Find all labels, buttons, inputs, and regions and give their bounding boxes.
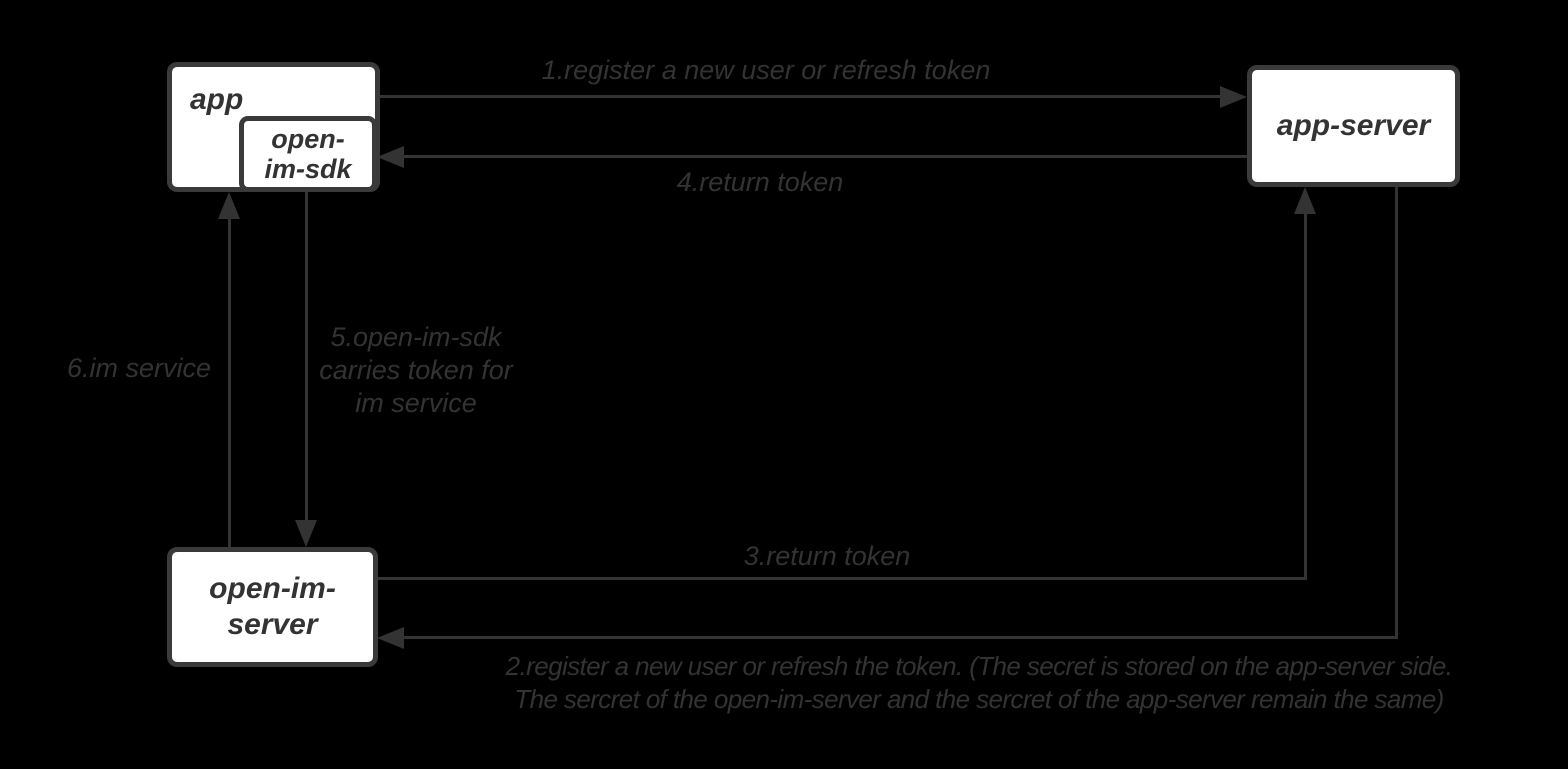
edge5-label-line1: 5.open-im-sdk — [330, 322, 502, 352]
node-open-im-sdk-label-line2: im-sdk — [264, 154, 352, 184]
node-app-label: app — [190, 83, 244, 116]
edge1-line — [380, 95, 1221, 98]
edge2-label-line1: 2.register a new user or refresh the token. (The secret is stored on the app-server side. — [505, 651, 1453, 681]
edge3-label: 3.return token — [743, 541, 911, 571]
node-open-im-server-label-line2: server — [227, 608, 318, 641]
edge5-label-line3: im service — [355, 388, 477, 418]
node-app-server — [1247, 65, 1460, 187]
node-open-im-server-label — [172, 552, 373, 662]
node-open-im-sdk-label — [244, 121, 372, 187]
edge2-line-vertical — [1395, 187, 1398, 639]
node-open-im-sdk-label-line1: open- — [271, 123, 345, 154]
edge3-line-vertical — [1304, 213, 1307, 580]
edge4-label: 4.return token — [676, 167, 844, 197]
node-open-im-server — [167, 547, 378, 667]
edge2-label — [506, 650, 1453, 716]
edge3-line-horizontal — [378, 577, 1307, 580]
edge5-label-line2: carries token for — [319, 355, 513, 385]
edge4-arrowhead-left-icon — [377, 146, 404, 168]
edge5-label — [319, 321, 513, 420]
edge6-label: 6.im service — [66, 353, 212, 383]
node-open-im-server-label-line1: open-im- — [209, 572, 336, 605]
edge6-arrowhead-up-icon — [218, 192, 240, 219]
edge2-arrowhead-left-icon — [377, 627, 404, 649]
node-app-server-label: app-server — [1276, 109, 1431, 143]
edge2-line-horizontal — [404, 636, 1398, 639]
edge4-line — [404, 155, 1247, 158]
edge5-line — [305, 191, 308, 520]
edge5-arrowhead-down-icon — [295, 520, 317, 547]
edge1-arrowhead-right-icon — [1220, 86, 1247, 108]
edge1-label: 1.register a new user or refresh token — [541, 55, 991, 85]
edge3-arrowhead-up-icon — [1294, 187, 1316, 214]
node-open-im-sdk — [239, 116, 377, 192]
edge2-label-line2: The sercret of the open-im-server and the sercret of the app-server remain the same) — [514, 684, 1444, 714]
edge6-line — [228, 218, 231, 547]
